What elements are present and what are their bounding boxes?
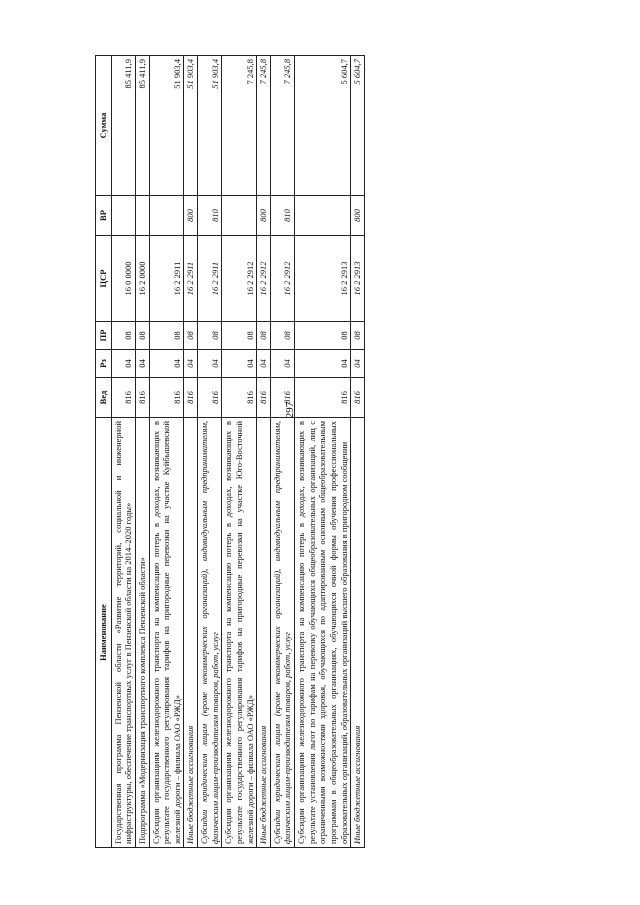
table-row bbox=[222, 56, 257, 848]
cell-pr: 08 bbox=[270, 322, 294, 350]
cell-vr: 800 bbox=[184, 196, 198, 236]
header-pr: ПР bbox=[96, 322, 112, 350]
cell-rz: 04 bbox=[198, 350, 222, 378]
cell-sum: 7 245,8 bbox=[222, 56, 257, 196]
table-row bbox=[149, 56, 184, 848]
budget-table-container bbox=[95, 56, 527, 848]
cell-csr: 16 2 2911 bbox=[198, 236, 222, 322]
cell-csr: 16 2 2912 bbox=[270, 236, 294, 322]
cell-name: Подпрограмма «Модернизация транспортного комплекса Пензенской области» bbox=[135, 418, 149, 848]
cell-ved: 816 bbox=[111, 378, 135, 418]
table-row bbox=[111, 56, 135, 848]
cell-rz: 04 bbox=[351, 350, 365, 378]
cell-csr: 16 2 2913 bbox=[295, 236, 351, 322]
cell-name: Субсидии организациям железнодорожного транспорта на компенсацию потерь в доходах, возникающих в результате государственного регулирования тарифов на пригородные перевозки на участке Куйбышевской железной дороги – филиала ОАО «РЖД» bbox=[149, 418, 184, 848]
cell-csr: 16 2 2913 bbox=[351, 236, 365, 322]
cell-vr bbox=[222, 196, 257, 236]
cell-vr: 800 bbox=[351, 196, 365, 236]
table-row bbox=[270, 56, 294, 848]
cell-sum: 51 903,4 bbox=[149, 56, 184, 196]
cell-rz: 04 bbox=[222, 350, 257, 378]
cell-sum: 85 411,9 bbox=[135, 56, 149, 196]
header-ved: Вед bbox=[96, 378, 112, 418]
table-header-row bbox=[96, 56, 112, 848]
cell-pr: 08 bbox=[198, 322, 222, 350]
cell-rz: 04 bbox=[257, 350, 271, 378]
cell-pr: 08 bbox=[257, 322, 271, 350]
budget-table bbox=[95, 55, 365, 848]
header-sum: Сумма bbox=[96, 56, 112, 196]
cell-sum: 5 604,7 bbox=[351, 56, 365, 196]
cell-csr: 16 2 2912 bbox=[257, 236, 271, 322]
cell-sum: 7 245,8 bbox=[257, 56, 271, 196]
cell-csr: 16 2 2912 bbox=[222, 236, 257, 322]
cell-pr: 08 bbox=[111, 322, 135, 350]
cell-vr: 810 bbox=[198, 196, 222, 236]
cell-ved: 816 bbox=[184, 378, 198, 418]
header-csr: ЦСР bbox=[96, 236, 112, 322]
cell-vr: 800 bbox=[257, 196, 271, 236]
cell-vr bbox=[135, 196, 149, 236]
cell-ved: 816 bbox=[198, 378, 222, 418]
cell-ved: 816 bbox=[351, 378, 365, 418]
header-name: Наименование bbox=[96, 418, 112, 848]
cell-ved: 816 bbox=[222, 378, 257, 418]
cell-pr: 08 bbox=[135, 322, 149, 350]
cell-vr bbox=[295, 196, 351, 236]
cell-name: Субсидии организациям железнодорожного транспорта на компенсацию потерь в доходах, возникающих в результате установления льгот по тарифам на перевозку обучающихся общеобразовательных организаций, лиц с ограниченными возможностями здоровья, обучающихся по адаптированным основным общеобразовательным программам в общеобразовательных организациях, обучающихся очной формы обучения профессиональных образовательных организаций, образовательных организаций высшего образования в пригородном сообщении bbox=[295, 418, 351, 848]
cell-csr: 16 2 2911 bbox=[149, 236, 184, 322]
cell-rz: 04 bbox=[270, 350, 294, 378]
header-vr: ВР bbox=[96, 196, 112, 236]
table-row bbox=[198, 56, 222, 848]
cell-name: Субсидии юридическим лицам (кроме некоммерческих организаций), индивидуальным предпринимателям, физическим лицам-производителям товаров, работ, услуг bbox=[198, 418, 222, 848]
cell-rz: 04 bbox=[184, 350, 198, 378]
cell-ved: 816 bbox=[135, 378, 149, 418]
cell-ved: 816 bbox=[270, 378, 294, 418]
cell-name: Иные бюджетные ассигнования bbox=[257, 418, 271, 848]
table-row bbox=[184, 56, 198, 848]
cell-pr: 08 bbox=[184, 322, 198, 350]
cell-csr: 16 0 0000 bbox=[111, 236, 135, 322]
cell-csr: 16 2 0000 bbox=[135, 236, 149, 322]
cell-ved: 816 bbox=[149, 378, 184, 418]
header-rz: Рз bbox=[96, 350, 112, 378]
cell-rz: 04 bbox=[295, 350, 351, 378]
cell-rz: 04 bbox=[135, 350, 149, 378]
cell-pr: 08 bbox=[149, 322, 184, 350]
cell-sum: 51 903,4 bbox=[184, 56, 198, 196]
cell-name: Субсидии юридическим лицам (кроме некоммерческих организаций), индивидуальным предпринимателям, физическим лицам-производителям товаров, работ, услуг bbox=[270, 418, 294, 848]
table-row bbox=[257, 56, 271, 848]
cell-vr: 810 bbox=[270, 196, 294, 236]
cell-vr bbox=[149, 196, 184, 236]
cell-pr: 08 bbox=[295, 322, 351, 350]
table-row bbox=[351, 56, 365, 848]
cell-sum: 85 411,9 bbox=[111, 56, 135, 196]
cell-pr: 08 bbox=[351, 322, 365, 350]
cell-name: Иные бюджетные ассигнования bbox=[184, 418, 198, 848]
cell-rz: 04 bbox=[149, 350, 184, 378]
cell-rz: 04 bbox=[111, 350, 135, 378]
cell-ved: 816 bbox=[295, 378, 351, 418]
cell-pr: 08 bbox=[222, 322, 257, 350]
table-row bbox=[135, 56, 149, 848]
cell-sum: 51 903,4 bbox=[198, 56, 222, 196]
cell-sum: 5 604,7 bbox=[295, 56, 351, 196]
cell-name: Субсидии организациям железнодорожного транспорта на компенсацию потерь в доходах, возникающих в результате государственного регулирования тарифов на пригородные перевозки на участке Юго-Восточной железной дороги – филиала ОАО «РЖД» bbox=[222, 418, 257, 848]
cell-ved: 816 bbox=[257, 378, 271, 418]
cell-vr bbox=[111, 196, 135, 236]
page-number: 297 bbox=[284, 401, 296, 419]
cell-sum: 7 245,8 bbox=[270, 56, 294, 196]
table-body bbox=[111, 56, 364, 848]
cell-name: Государственная программа Пензенской области «Развитие территорий, социальной и инженерной инфраструктуры, обеспечение транспортных услуг в Пензенской области на 2014–2020 годы» bbox=[111, 418, 135, 848]
cell-csr: 16 2 2911 bbox=[184, 236, 198, 322]
table-row bbox=[295, 56, 351, 848]
cell-name: Иные бюджетные ассигнования bbox=[351, 418, 365, 848]
